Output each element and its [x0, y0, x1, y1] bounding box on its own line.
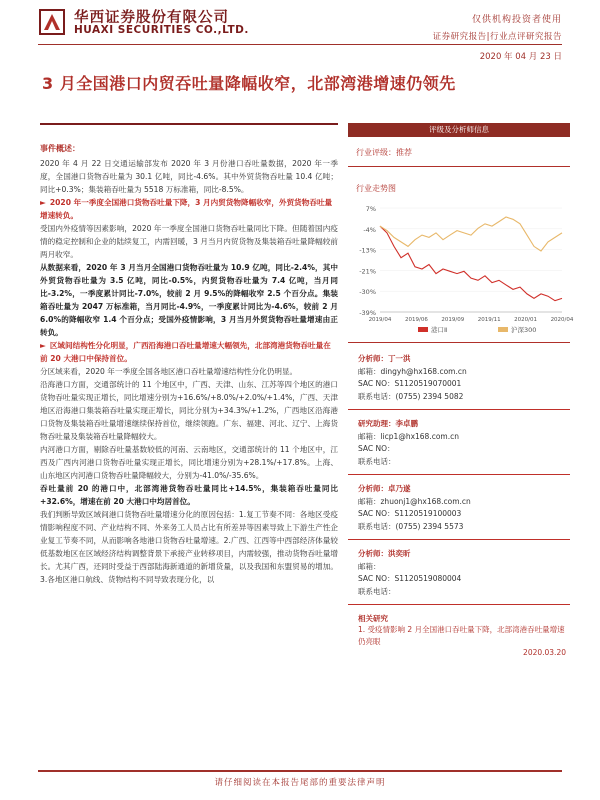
analyst-email[interactable]: 邮箱： — [358, 561, 381, 571]
header-divider — [38, 44, 562, 45]
paragraph: 沿海港口方面，交通部统计的 11 个地区中，广西、天津、山东、江苏等四个地区的港口货物吞吐量实现正增长，同比增速分别为+16.6%/+8.0%/+2.0%/+1.4%，广西、天津地区沿海港口集装箱吞吐量实现正增长，同比分别为+34.3%/+1.2%，广西地区沿海港口货物及集装箱吞吐量增速继续保持首位，继续领跑。广东、福建、河北、辽宁、上海货物吞吐量及集装箱吞吐量降幅较大。 — [40, 380, 338, 441]
x-tick-label: 2019/04 — [368, 317, 392, 323]
paragraph: 分区域来看，2020 年一季度全国各地区港口吞吐量增速结构性分化仍明显。 — [40, 367, 298, 376]
footer-divider — [38, 770, 562, 772]
legend-label: 沪深300 — [511, 326, 537, 334]
content-divider — [40, 123, 338, 125]
y-tick-label: -30% — [359, 288, 376, 297]
section-heading: 事件概述： — [40, 144, 80, 153]
analyst-name: 分析师：丁一洪 — [358, 354, 411, 363]
y-tick-label: 7% — [365, 205, 376, 213]
analyst-name: 分析师：洪奕昕 — [358, 549, 411, 558]
y-tick-label: -21% — [359, 267, 376, 276]
report-title: 3 月全国港口内贸吞吐量降幅收窄，北部湾港增速仍领先 — [42, 74, 456, 93]
related-research-link[interactable]: 1. 受疫情影响 2 月全国港口吞吐量下降，北部湾港吞吐量增速仍亮眼 — [358, 625, 565, 646]
series-line — [380, 226, 562, 301]
paragraph-bold: 从数据来看，2020 年 3 月当月全国港口货物吞吐量为 10.9 亿吨，同比-2.4%，其中外贸货物吞吐量为 3.5 亿吨，同比-0.5%，内贸货物吞吐量为 7.4 亿吨，当月同比-3.2%，一季度累计同比-7.0%，较前 2 月 9.5%的降幅收窄 2.5 个百分点。集装箱吞吐量为 2047 万标准箱，当月同比-4.9%，一季度累计同比为-4.6%，较前 2 月 6.0%的降幅收窄 1.4 个百分点；受国外疫情影响，3 月当月外贸货物吞吐量增速由正转负。 — [40, 263, 338, 337]
analyst-sac: SAC NO：S1120519100003 — [358, 509, 462, 518]
triangle-bullet-icon: ► — [40, 198, 46, 207]
analyst-email[interactable]: 邮箱：dingyh@hx168.com.cn — [358, 366, 467, 376]
event-summary: 2020 年 4 月 22 日交通运输部发布 2020 年 3 月份港口吞吐量数据，2020 年一季度，全国港口货物吞吐量为 30.1 亿吨，同比-4.6%。其中外贸货物吞吐量 10.4 亿吨；同比+0.3%；集装箱吞吐量为 5518 万标准箱，同比-8.5%。 — [40, 159, 338, 194]
sidebar-header: 评级及分析师信息 — [348, 123, 570, 137]
legend-swatch — [498, 327, 508, 332]
x-tick-label: 2019/11 — [477, 317, 501, 323]
y-tick-label: -39% — [359, 309, 376, 317]
analyst-divider — [348, 474, 570, 475]
company-logo — [38, 6, 249, 40]
key-point-1 — [40, 196, 338, 222]
x-tick-label: 2019/09 — [441, 317, 465, 323]
triangle-bullet-icon: ► — [40, 341, 46, 350]
legend-swatch — [418, 327, 428, 332]
legend-label: 港口Ⅱ — [431, 326, 448, 334]
analyst-phone: 联系电话： — [358, 586, 396, 596]
audience-note: 仅供机构投资者使用 — [471, 15, 562, 25]
analyst-card — [348, 548, 570, 598]
x-tick-label: 2020/01 — [514, 317, 538, 323]
analyst-phone: 联系电话：(0755) 2394 5082 — [358, 391, 464, 401]
analyst-phone: 联系电话：(0755) 2394 5573 — [358, 521, 464, 531]
chart-divider — [348, 342, 570, 343]
analyst-email[interactable]: 邮箱：zhuonj1@hx168.com.cn — [358, 496, 471, 506]
trend-chart-title: 行业走势图 — [356, 184, 396, 193]
analyst-sac: SAC NO：S1120519080004 — [358, 574, 462, 583]
y-tick-label: -4% — [363, 225, 376, 234]
related-research-date: 2020.03.20 — [523, 648, 566, 657]
sidebar — [348, 123, 574, 657]
key-point-2-text: 区域间结构性分化明显，广西沿海港口吞吐量增速大幅领先，北部湾港货物吞吐量在前 20 大港口中保持首位。 — [40, 341, 331, 363]
analyst-divider — [348, 409, 570, 410]
company-name-en: HUAXI SECURITIES CO.,LTD. — [74, 24, 249, 36]
analyst-divider — [348, 604, 570, 605]
paragraph-bold: 吞吐量前 20 的港口中，北部湾港货物吞吐量同比+14.5%，集装箱吞吐量同比+32.6%，增速在前 20 大港口中均居首位。 — [40, 484, 338, 506]
related-research-heading: 相关研究 — [358, 614, 388, 623]
report-category: 证券研究报告|行业点评研究报告 — [432, 32, 562, 42]
y-tick-label: -13% — [359, 246, 376, 255]
rating-divider — [348, 166, 570, 167]
analyst-card — [348, 353, 570, 403]
analyst-card — [348, 418, 570, 468]
key-point-1-text: 2020 年一季度全国港口货物吞吐量下降，3 月内贸货物降幅收窄，外贸货物吞吐量增速转负。 — [40, 198, 333, 220]
main-content — [40, 123, 338, 586]
paragraph: 我们判断导致区域间港口货物吞吐量增速分化的原因包括：1.复工节奏不同：各地区受疫情影响程度不同、产业结构不同、外来务工人员占比有所差异等因素导致上下游生产性企业复工节奏不同，从而影响各地港口货物吞吐量增速。2.广西、江西等中西部经济体量较低基数地区在区域经济结构调整背景下承接产业转移项目，内需较强，推动货物吞吐量增长。尤其广西，还同时受益于西部陆海新通道的新增货量，以及我国和东盟贸易的增加。3.各地区港口航线、货物结构不同导致表现分化，以 — [40, 510, 338, 584]
analyst-sac: SAC NO： — [358, 444, 395, 453]
x-tick-label: 2019/06 — [404, 317, 428, 323]
analyst-list — [348, 353, 570, 605]
report-date: 2020 年 04 月 23 日 — [479, 52, 562, 62]
analyst-phone: 联系电话： — [358, 456, 396, 466]
paragraph: 受国内外疫情等因素影响，2020 年一季度全国港口货物吞吐量同比下降。但随着国内疫情的稳定控制和企业的陆续复工，内需回暖，3 月当月内贸货物及集装箱吞吐量降幅较前两月收窄。 — [40, 224, 338, 259]
industry-rating: 行业评级：推荐 — [356, 148, 412, 157]
huaxi-logo-icon — [38, 8, 66, 36]
analyst-email[interactable]: 邮箱：licp1@hx168.com.cn — [358, 431, 459, 441]
trend-chart-svg — [348, 200, 574, 340]
analyst-divider — [348, 539, 570, 540]
company-name-cn: 华西证券股份有限公司 — [74, 10, 229, 26]
analyst-name: 研究助理：李卓鹏 — [358, 419, 418, 428]
key-point-2 — [40, 339, 338, 365]
series-line — [380, 217, 562, 251]
x-tick-label: 2020/04 — [550, 317, 574, 323]
legal-notice: 请仔细阅读在本报告尾部的重要法律声明 — [214, 778, 386, 788]
analyst-sac: SAC NO：S1120519070001 — [358, 379, 462, 388]
analyst-name: 分析师：卓乃遂 — [358, 484, 411, 493]
paragraph: 内河港口方面，剔除吞吐量基数较低的河南、云南地区，交通部统计的 11 个地区中，江西及广西内河港口货物吞吐量实现正增长，同比增速分别为+28.1%/+17.8%。上海、山东地区内河港口货物吞吐量降幅较大，分别为-41.0%/-35.6%。 — [40, 445, 338, 480]
trend-chart — [348, 200, 574, 340]
analyst-card — [348, 483, 570, 533]
